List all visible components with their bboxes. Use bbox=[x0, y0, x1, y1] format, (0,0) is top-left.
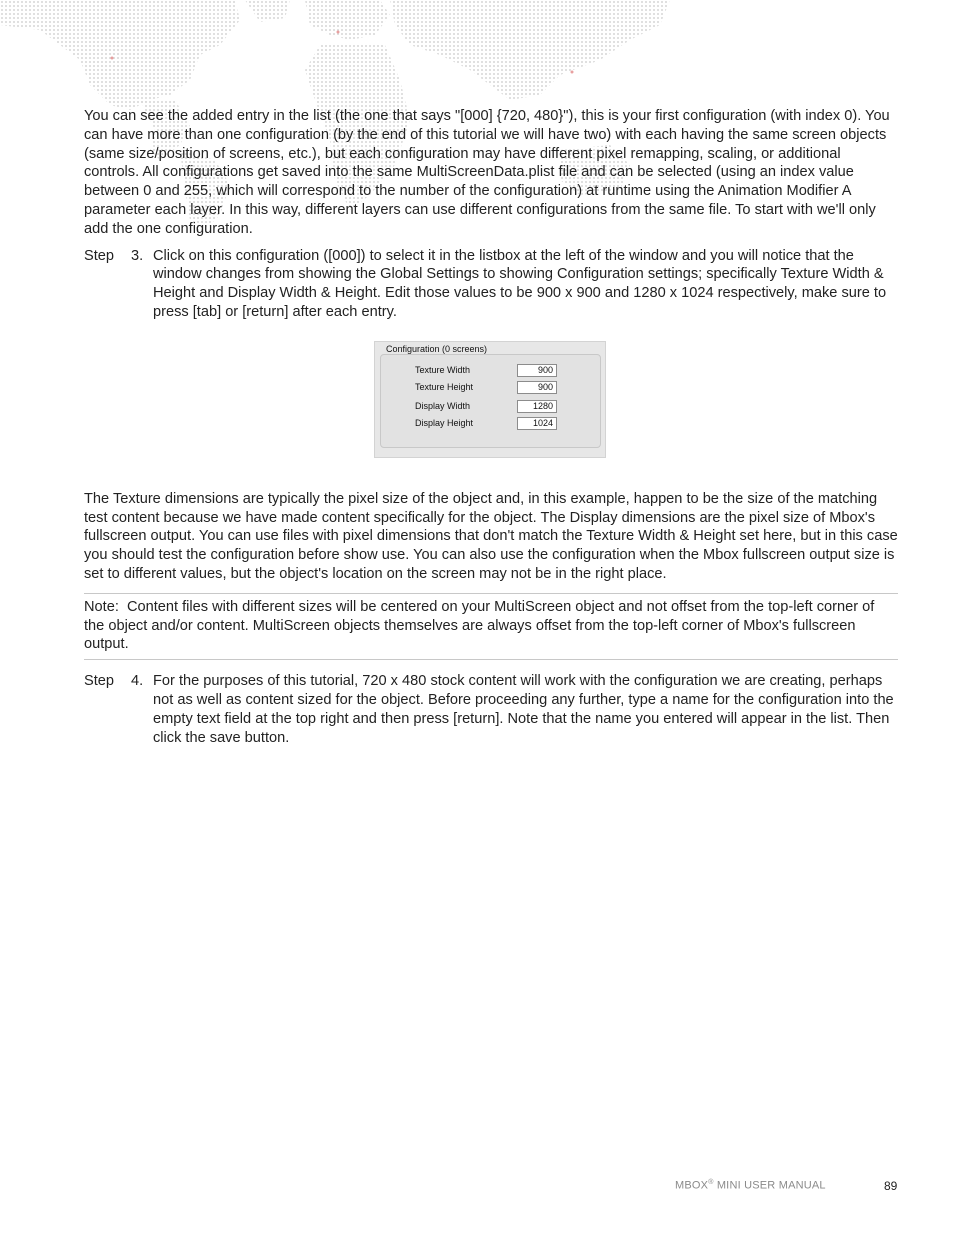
configuration-group-box bbox=[380, 354, 601, 448]
texture-height-input[interactable]: 900 bbox=[517, 381, 557, 394]
brand-name: MBOX bbox=[675, 1179, 709, 1192]
step-4 bbox=[84, 672, 898, 747]
map-city-marker bbox=[571, 71, 574, 74]
note-box bbox=[84, 593, 898, 660]
page-content bbox=[84, 107, 898, 747]
step-text: For the purposes of this tutorial, 720 x 480 stock content will work with the configuration we are creating, perhaps not as well as content sized for the object. Before proceeding any further, type a name for the configuration into the empty text field at the top right and then press [return]. Note that the name you entered will appear in the list. Then click the save button. bbox=[153, 673, 894, 746]
step-text: Click on this configuration ([000]) to select it in the listbox at the left of the window and you will notice that the window changes from showing the Global Settings to showing Configuration settings; specifically Texture Width & Height and Display Width & Height. Edit those values to be 900 x 900 and 1280 x 1024 respectively, make sure to press [tab] or [return] after each entry. bbox=[153, 247, 887, 320]
display-height-input[interactable]: 1024 bbox=[517, 417, 557, 430]
configuration-group-title: Configuration (0 screens) bbox=[386, 343, 488, 354]
texture-paragraph: The Texture dimensions are typically the pixel size of the object and, in this example, happen to be the size of the matching test content because we have made content specifically for the object. The Display dimensions are the pixel size of Mbox's fullscreen output. You can use files with pixel dimensions that don't match the Texture Width & Height set here, but in this case you should test the configuration before show use. You can also use the configuration when the Mbox fullscreen output size is set to different values, but the object's location on the screen may not be in the right place. bbox=[84, 490, 898, 582]
display-width-input[interactable]: 1280 bbox=[517, 400, 557, 413]
map-continent-europe bbox=[305, 0, 390, 40]
texture-width-label: Texture Width bbox=[415, 364, 471, 375]
note-label: Note: bbox=[84, 598, 119, 615]
texture-height-row bbox=[415, 381, 560, 395]
map-continent-north-america bbox=[0, 0, 240, 110]
texture-width-row bbox=[415, 364, 560, 378]
page-number: 89 bbox=[884, 1179, 898, 1193]
display-width-row bbox=[415, 400, 560, 414]
manual-title-rest: MINI USER MANUAL bbox=[713, 1179, 826, 1192]
step-label: Step bbox=[84, 247, 115, 264]
display-height-label: Display Height bbox=[415, 417, 474, 428]
texture-height-label: Texture Height bbox=[415, 381, 474, 392]
step-label: Step bbox=[84, 673, 115, 690]
configuration-screenshot-figure bbox=[84, 322, 898, 476]
map-continent-greenland bbox=[245, 0, 290, 22]
map-continent-asia bbox=[390, 0, 670, 100]
registered-mark: ® bbox=[708, 1179, 714, 1186]
map-city-marker bbox=[337, 31, 340, 34]
page-footer bbox=[0, 1178, 954, 1196]
note-text: Content files with different sizes will be centered on your MultiScreen object and not offset from the top-left corner of the object and/or content. MultiScreen objects themselves are always offset from the top-left corner of Mbox's fullscreen output. bbox=[84, 598, 875, 653]
step-3 bbox=[84, 247, 898, 322]
display-width-label: Display Width bbox=[415, 400, 471, 411]
texture-width-input[interactable]: 900 bbox=[517, 364, 557, 377]
intro-paragraph: You can see the added entry in the list (the one that says "[000] {720, 480}"), this is your first configuration (with index 0). You can have more than one configuration (by the end of this tutorial we will have two) with each having the same screen objects (same size/position of screens, etc.), but each configuration may have different pixel remapping, scaling, or additional controls. All configurations get saved into the same MultiScreenData.plist file and can be selected (using an index value between 0 and 255, which will correspond to the number of the configuration) at runtime using the Animation Modifier A parameter each layer. In this way, different layers can use different configurations from the same file. To start with we'll only add the one configuration. bbox=[84, 108, 890, 237]
configuration-panel bbox=[374, 341, 606, 458]
map-city-marker bbox=[111, 57, 114, 60]
step-number: 4. bbox=[131, 673, 144, 690]
display-height-row bbox=[415, 417, 560, 431]
step-number: 3. bbox=[131, 247, 144, 264]
manual-title bbox=[675, 1179, 826, 1192]
